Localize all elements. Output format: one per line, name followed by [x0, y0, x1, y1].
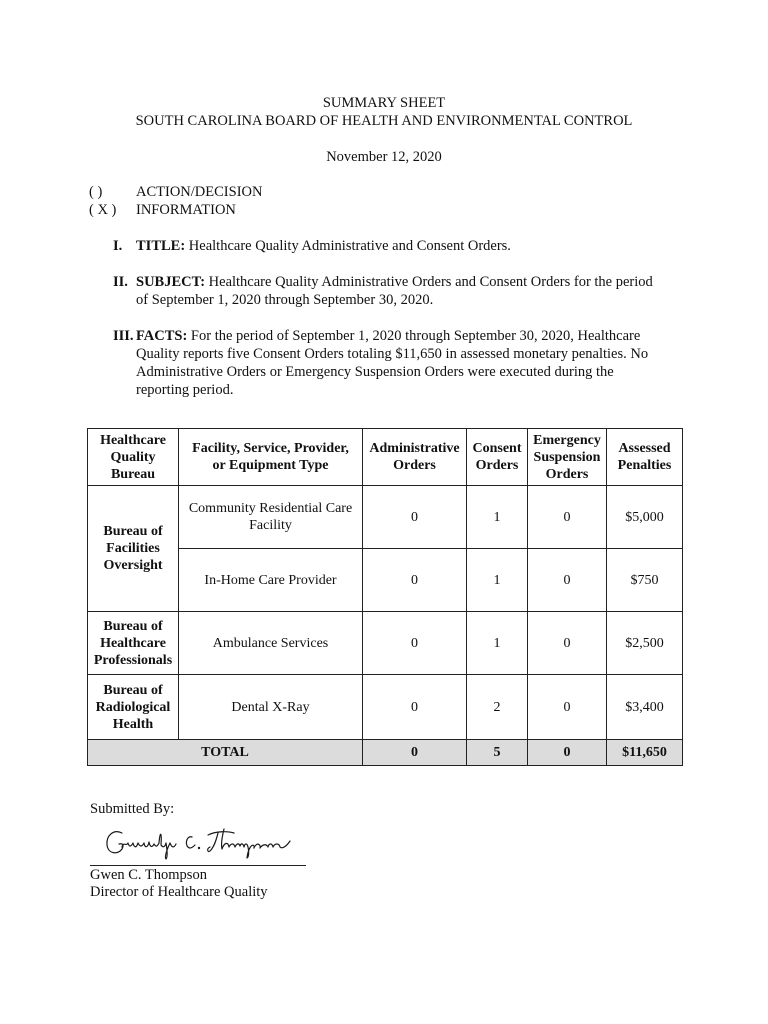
table-row [88, 612, 683, 675]
total-penalty: $11,650 [607, 740, 683, 766]
section-facts-line-2: Quality reports five Consent Orders totaling $11,650 in assessed monetary penalties. No [136, 346, 649, 362]
bureau-healthcare-professionals: Bureau of Healthcare Professionals [88, 612, 179, 675]
section-facts-number: III. [113, 328, 134, 344]
total-label: TOTAL [88, 740, 363, 766]
section-facts-line-4: reporting period. [136, 382, 234, 398]
section-title-body [136, 237, 683, 255]
penalty-cell: $750 [607, 549, 683, 612]
header-administrative: Administrative Orders [363, 429, 467, 486]
emergency-cell: 0 [528, 675, 607, 740]
header-emergency: Emergency Suspension Orders [528, 429, 607, 486]
section-facts-body [136, 327, 683, 399]
emergency-cell: 0 [528, 486, 607, 549]
admin-cell: 0 [363, 612, 467, 675]
information-label: INFORMATION [136, 202, 236, 218]
admin-cell: 0 [363, 675, 467, 740]
section-facts-heading: FACTS: [136, 328, 188, 344]
section-facts [113, 327, 683, 399]
section-subject-number: II. [113, 274, 128, 290]
bureau-radiological-health: Bureau of Radiological Health [88, 675, 179, 740]
section-subject [113, 273, 683, 309]
section-subject-heading: SUBJECT: [136, 274, 206, 290]
table-header-row [88, 429, 683, 486]
section-title-text: Healthcare Quality Administrative and Consent Orders. [185, 238, 511, 254]
table-row [88, 675, 683, 740]
admin-cell: 0 [363, 486, 467, 549]
section-facts-line-1: For the period of September 1, 2020 through September 30, 2020, Healthcare [187, 328, 641, 344]
section-facts-line-3: Administrative Orders or Emergency Suspension Orders were executed during the [136, 364, 614, 380]
type-cell: Community Residential Care Facility [179, 486, 363, 549]
header-penalties: Assessed Penalties [607, 429, 683, 486]
consent-cell: 1 [467, 486, 528, 549]
action-decision-label: ACTION/DECISION [136, 184, 263, 200]
submitter-name: Gwen C. Thompson [90, 867, 207, 883]
penalty-cell: $5,000 [607, 486, 683, 549]
header-type: Facility, Service, Provider, or Equipment Type [179, 429, 363, 486]
total-consent: 5 [467, 740, 528, 766]
board-name: SOUTH CAROLINA BOARD OF HEALTH AND ENVIRONMENTAL CONTROL [135, 113, 633, 129]
total-admin: 0 [363, 740, 467, 766]
admin-cell: 0 [363, 549, 467, 612]
type-cell: Dental X-Ray [179, 675, 363, 740]
penalty-cell: $2,500 [607, 612, 683, 675]
section-subject-line-2: of September 1, 2020 through September 30, 2020. [136, 292, 434, 308]
type-cell: In-Home Care Provider [179, 549, 363, 612]
section-title [113, 237, 683, 255]
bureau-facilities-oversight: Bureau of Facilities Oversight [88, 486, 179, 612]
submitted-by-label: Submitted By: [90, 801, 175, 817]
penalty-cell: $3,400 [607, 675, 683, 740]
consent-cell: 2 [467, 675, 528, 740]
section-subject-body [136, 273, 683, 309]
section-title-heading: TITLE: [136, 238, 186, 254]
consent-cell: 1 [467, 612, 528, 675]
information-checkbox: ( X ) [89, 202, 117, 218]
type-cell: Ambulance Services [179, 612, 363, 675]
total-emergency: 0 [528, 740, 607, 766]
header-bureau: Healthcare Quality Bureau [88, 429, 179, 486]
orders-table [87, 428, 683, 766]
emergency-cell: 0 [528, 612, 607, 675]
section-subject-line-1: Healthcare Quality Administrative Orders and Consent Orders for the period [205, 274, 653, 290]
handwritten-signature [104, 823, 304, 863]
section-title-number: I. [113, 238, 123, 254]
document-title: SUMMARY SHEET [322, 95, 446, 111]
submitter-position: Director of Healthcare Quality [90, 884, 268, 900]
action-decision-checkbox: ( ) [89, 184, 103, 200]
table-row [88, 486, 683, 549]
emergency-cell: 0 [528, 549, 607, 612]
document-date: November 12, 2020 [326, 149, 442, 165]
consent-cell: 1 [467, 549, 528, 612]
header-consent: Consent Orders [467, 429, 528, 486]
table-total-row [88, 740, 683, 766]
